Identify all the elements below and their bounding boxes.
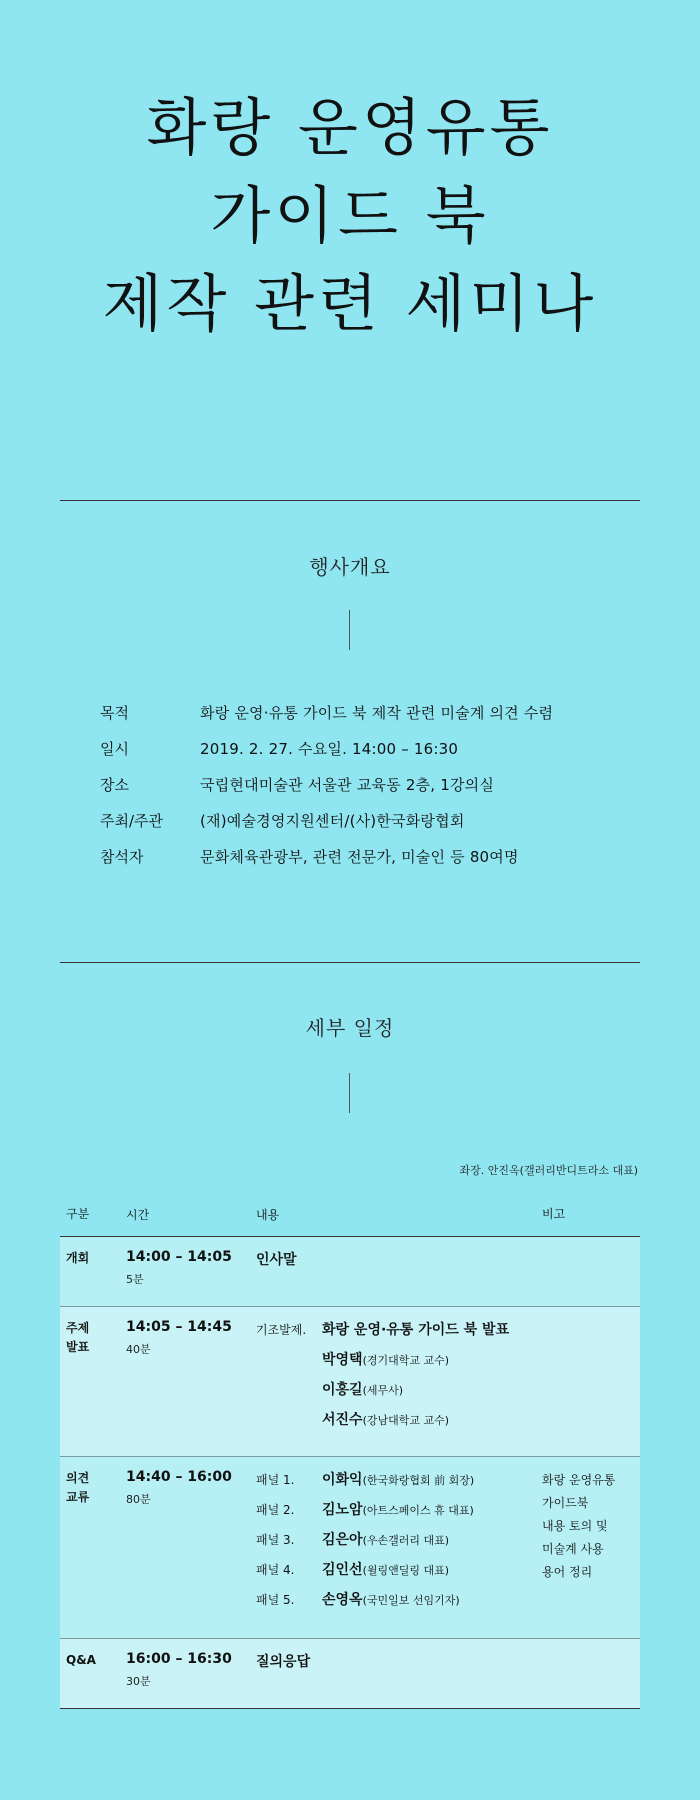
table-row [60, 1638, 640, 1708]
table-row [60, 1456, 640, 1638]
note-line: 내용 토의 및 [542, 1518, 608, 1533]
presenter-name: 이홍길 [322, 1381, 363, 1398]
vertical-divider [349, 610, 350, 650]
overview-heading: 행사개요 [309, 555, 391, 579]
overview-label: 목적 [100, 703, 129, 722]
panel-line [256, 1559, 536, 1589]
keynote-label: 기조발제. [256, 1322, 307, 1337]
presenter-role: (경기대학교 교수) [362, 1353, 450, 1367]
panel-label: 패널 1. [256, 1472, 295, 1487]
note-line: 화랑 운영유통 [542, 1472, 616, 1487]
overview-row [100, 802, 640, 838]
row-type-label: 의견 교류 [66, 1470, 90, 1504]
row-note [536, 1236, 640, 1306]
row-note [536, 1638, 640, 1708]
row-time [120, 1236, 250, 1306]
overview-row [100, 766, 640, 802]
overview-value: 2019. 2. 27. 수요일. 14:00 – 16:30 [200, 739, 459, 758]
overview-row [100, 838, 640, 874]
panel-line [256, 1469, 536, 1499]
vertical-divider [349, 1073, 350, 1113]
overview-row [100, 730, 640, 766]
schedule-table [60, 1194, 640, 1709]
panel-line [256, 1589, 536, 1619]
keynote-line [256, 1319, 536, 1349]
presenter-line [256, 1349, 536, 1379]
panel-name: 이화익 [322, 1471, 363, 1488]
row-time [120, 1456, 250, 1638]
note-line: 용어 정리 [542, 1564, 593, 1579]
overview-label: 장소 [100, 775, 129, 794]
row-type [60, 1306, 120, 1456]
time-range: 14:00 – 14:05 [126, 1248, 232, 1265]
row-content [250, 1456, 536, 1638]
keynote-title: 화랑 운영·유통 가이드 북 발표 [322, 1321, 510, 1338]
panel-role: (국민일보 선임기자) [362, 1593, 460, 1607]
time-range: 14:40 – 16:00 [126, 1468, 232, 1485]
panel-role: (우손갤러리 대표) [362, 1533, 450, 1547]
note-line: 미술계 사용 [542, 1541, 604, 1556]
panel-label: 패널 2. [256, 1502, 295, 1517]
divider [60, 962, 640, 963]
overview-list [100, 694, 640, 874]
presenter-name: 서진수 [322, 1411, 363, 1428]
panel-name: 김은아 [322, 1531, 363, 1548]
table-row [60, 1306, 640, 1456]
overview-value: (재)예술경영지원센터/(사)한국화랑협회 [200, 811, 465, 830]
panel-name: 김인선 [322, 1561, 363, 1578]
presenter-line [256, 1409, 536, 1439]
overview-value: 국립현대미술관 서울관 교육동 2층, 1강의실 [200, 775, 495, 794]
overview-value: 화랑 운영·유통 가이드 북 제작 관련 미술계 의견 수렴 [200, 703, 554, 722]
panel-name: 손영옥 [322, 1591, 363, 1608]
panel-line [256, 1499, 536, 1529]
header-type: 구분 [60, 1194, 120, 1236]
panel-line [256, 1529, 536, 1559]
title-line-2: 가이드 북 [210, 179, 490, 252]
overview-label: 참석자 [100, 847, 144, 866]
chair-note: 좌장. 안진옥(갤러리반디트라소 대표) [459, 1164, 638, 1177]
panel-role: (한국화랑협회 前 회장) [362, 1473, 475, 1487]
panel-role: (윌링앤딜링 대표) [362, 1563, 450, 1577]
time-range: 14:05 – 14:45 [126, 1318, 232, 1335]
overview-row [100, 694, 640, 730]
overview-value: 문화체육관광부, 관련 전문가, 미술인 등 80여명 [200, 847, 519, 866]
panel-label: 패널 3. [256, 1532, 295, 1547]
row-time [120, 1638, 250, 1708]
row-note [536, 1456, 640, 1638]
schedule-heading: 세부 일정 [305, 1016, 395, 1040]
panel-label: 패널 4. [256, 1562, 295, 1577]
row-type-label: 주제 발표 [66, 1320, 90, 1354]
row-type [60, 1456, 120, 1638]
row-time [120, 1306, 250, 1456]
header-time: 시간 [120, 1194, 250, 1236]
row-note [536, 1306, 640, 1456]
duration: 40분 [126, 1342, 151, 1356]
duration: 80분 [126, 1492, 151, 1506]
title-line-3: 제작 관련 세미나 [102, 267, 598, 340]
row-type: Q&A [60, 1638, 120, 1708]
row-content [250, 1236, 536, 1306]
duration: 5분 [126, 1272, 144, 1286]
time-range: 16:00 – 16:30 [126, 1650, 232, 1667]
content-item: 인사말 [256, 1251, 297, 1268]
row-content [250, 1638, 536, 1708]
title-line-1: 화랑 운영유통 [146, 91, 554, 164]
table-row [60, 1236, 640, 1306]
page-title [0, 84, 700, 348]
overview-label: 일시 [100, 739, 129, 758]
panel-name: 김노암 [322, 1501, 363, 1518]
overview-label: 주최/주관 [100, 811, 164, 830]
table-header [60, 1194, 640, 1236]
content-item: 질의응답 [256, 1653, 311, 1670]
panel-role: (아트스페이스 휴 대표) [362, 1503, 474, 1517]
row-content [250, 1306, 536, 1456]
panel-label: 패널 5. [256, 1592, 295, 1607]
header-note: 비고 [536, 1194, 640, 1236]
presenter-role: (세무사) [362, 1383, 404, 1397]
row-type: 개회 [60, 1236, 120, 1306]
presenter-line [256, 1379, 536, 1409]
header-content: 내용 [250, 1194, 536, 1236]
note-line: 가이드북 [542, 1495, 589, 1510]
presenter-role: (강남대학교 교수) [362, 1413, 450, 1427]
divider [60, 500, 640, 501]
duration: 30분 [126, 1674, 151, 1688]
presenter-name: 박영택 [322, 1351, 363, 1368]
